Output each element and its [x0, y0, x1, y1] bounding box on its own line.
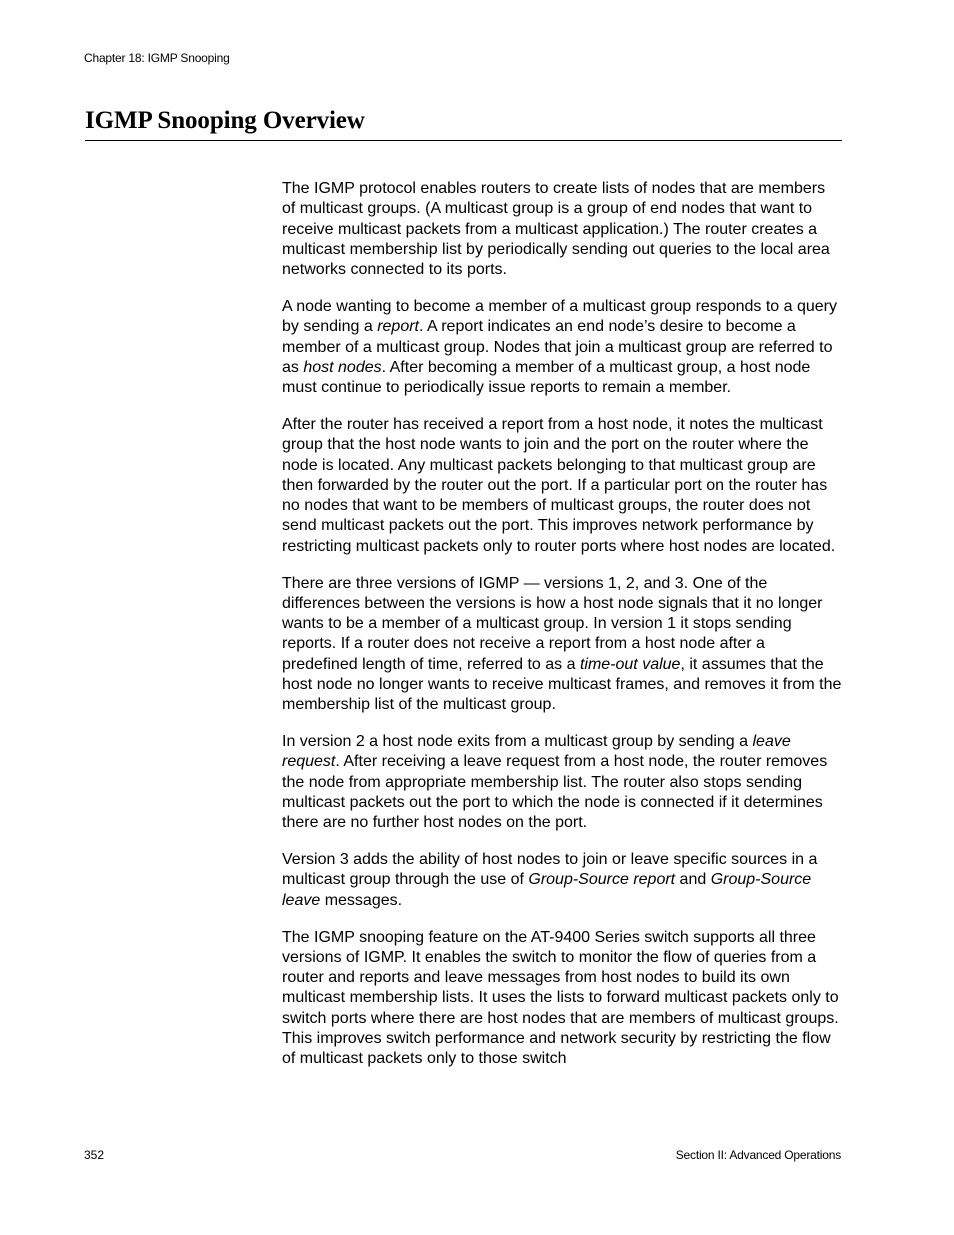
term-leave-request: leave request: [282, 733, 791, 771]
term-report: report: [377, 318, 419, 336]
paragraph-6-text-1: Version 3 adds the ability of host nodes to join or leave specific sources in a multicast group through the use of: [282, 851, 818, 889]
paragraph-4-text-2: , it assumes that the host node no longer wants to receive multicast frames, and removes it from the membership list of the multicast group.: [282, 655, 842, 714]
paragraph-2-text-1: A node wanting to become a member of a multicast group responds to a query by sending a: [282, 297, 837, 336]
paragraph-1: [282, 179, 842, 280]
paragraph-7-text: The IGMP snooping feature on the AT-9400 Series switch supports all three versions of IGMP. It enables the switch to monitor the flow of queries from a router and reports and leave messages from host nodes to build its own multicast membership lists. It uses the lists to forward multicast packets only to switch ports where there are host nodes that are members of multicast groups. This improves switch performance and network security by restricting the flow of multicast packets only to those switch: [282, 928, 839, 1068]
footer-section-label: Section II: Advanced Operations: [675, 1148, 841, 1162]
title-divider: [85, 140, 842, 141]
term-group-source-leave: Group-Source leave: [282, 871, 812, 909]
paragraph-4-text-1: There are three versions of IGMP — versions 1, 2, and 3. One of the differences between the versions is how a host node signals that it no longer wants to be a member of a multicast group. In version 1 it stops sending reports. If a router does not receive a report from a host node after a predefined length of time, referred to as a: [282, 574, 823, 673]
paragraph-2-text-3: . After becoming a member of a multicast group, a host node must continue to periodically issue reports to remain a member.: [282, 358, 811, 397]
paragraph-2: [282, 297, 842, 398]
paragraph-5: [282, 732, 842, 833]
paragraph-3-text: After the router has received a report from a host node, it notes the multicast group that the host node wants to join and the port on the router where the node is located. Any multicast packets belonging to that multicast group are then forwarded by the router out the port. If a particular port on the router has no nodes that want to be members of multicast groups, the router does not send multicast packets out the port. This improves network performance by restricting multicast packets only to router ports where host nodes are located.: [282, 415, 836, 555]
paragraph-3: [282, 415, 842, 557]
term-time-out-value: time-out value: [579, 655, 681, 673]
paragraph-4: [282, 574, 842, 716]
page-number: 352: [84, 1148, 105, 1162]
section-title: IGMP Snooping Overview: [85, 107, 365, 134]
paragraph-2-text-2: . A report indicates an end node’s desire to become a member of a multicast group. Nodes that join a multicast group are referred to as: [282, 318, 833, 376]
term-host-nodes: host nodes: [303, 358, 382, 376]
paragraph-7: [282, 928, 842, 1070]
running-header: Chapter 18: IGMP Snooping: [84, 51, 230, 65]
paragraph-5-text-2: . After receiving a leave request from a host node, the router removes the node from appropriate membership list. The router also stops sending multicast packets out the port to which the node is connected if it determines there are no further host nodes on the port.: [282, 753, 828, 832]
paragraph-6-text-3: messages.: [320, 891, 403, 909]
paragraph-6-text-2: and: [675, 871, 711, 889]
paragraph-5-text-1: In version 2 a host node exits from a multicast group by sending a: [282, 733, 753, 751]
paragraph-1-text: The IGMP protocol enables routers to create lists of nodes that are members of multicast groups. (A multicast group is a group of end nodes that want to receive multicast packets from a multicast application.) The router creates a multicast membership list by periodically sending out queries to the local area networks connected to its ports.: [282, 180, 830, 279]
paragraph-6: [282, 850, 842, 911]
body-text: [282, 179, 842, 1086]
term-group-source-report: Group-Source report: [528, 871, 676, 889]
